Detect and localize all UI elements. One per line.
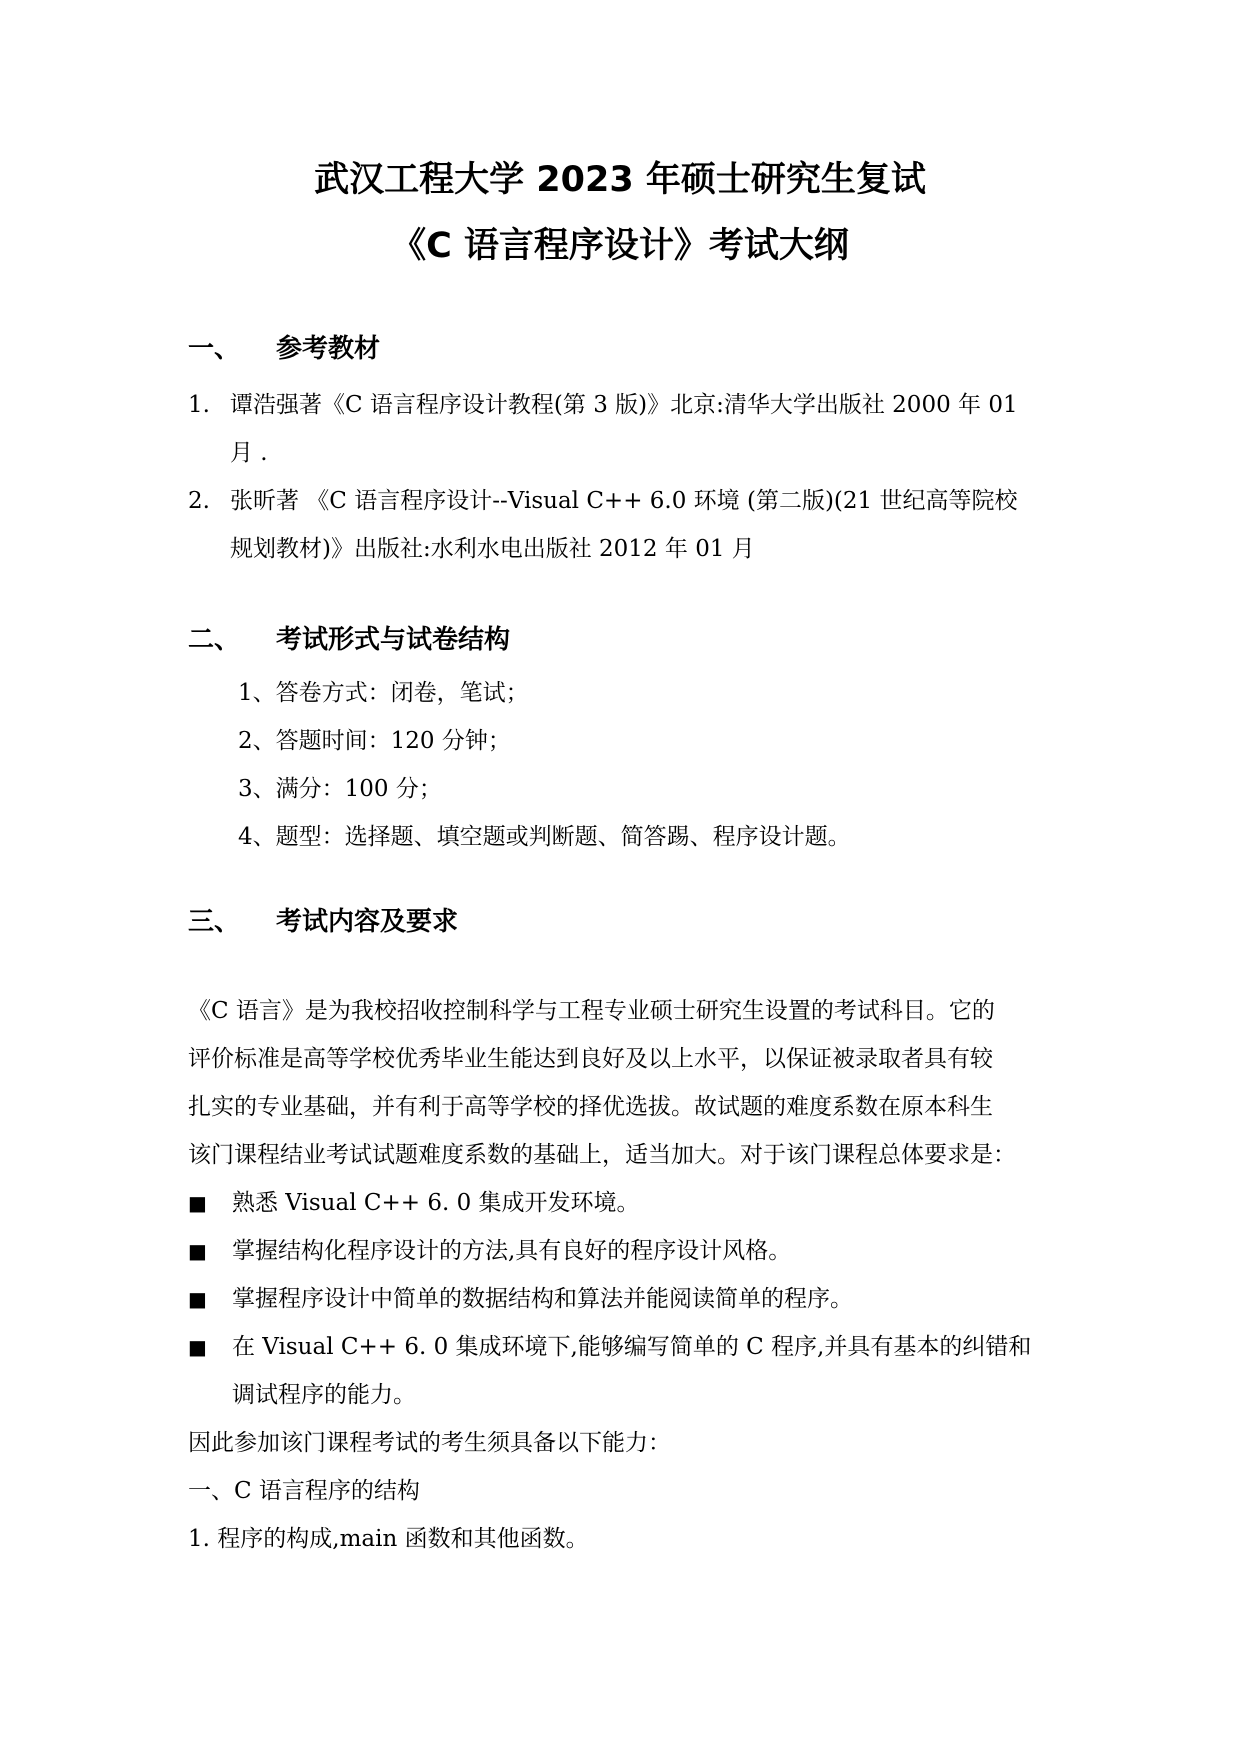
section-heading-references — [188, 333, 380, 365]
bullet-square-icon: ■ — [188, 1191, 207, 1215]
reference-number: 1. — [188, 392, 210, 418]
exam-format-item: 4、题型：选择题、填空题或判断题、简答踢、程序设计题。 — [238, 824, 851, 850]
exam-format-item: 3、满分：100 分； — [238, 776, 442, 802]
bullet-text: 在 Visual C++ 6. 0 集成环境下,能够编写简单的 C 程序,并具有基本的纠错和 — [232, 1334, 1032, 1360]
reference-item-1 — [188, 390, 1018, 420]
document-subtitle: 《C 语言程序设计》考试大纲 — [391, 226, 849, 266]
section-title: 考试形式与试卷结构 — [276, 625, 511, 655]
requirement-bullet-cont: 调试程序的能力。 — [232, 1382, 416, 1408]
reference-item-2-cont: 规划教材)》出版社:水利水电出版社 2012 年 01 月 — [230, 536, 755, 562]
requirement-bullet — [188, 1284, 853, 1314]
exam-format-item: 1、答卷方式：闭卷，笔试； — [238, 680, 529, 706]
section-heading-exam-format — [188, 624, 510, 656]
bullet-text: 掌握程序设计中简单的数据结构和算法并能阅读简单的程序。 — [232, 1286, 853, 1312]
paragraph-line: 扎实的专业基础，并有利于高等学校的择优选拔。故试题的难度系数在原本科生 — [188, 1094, 993, 1120]
section-number: 一、 — [188, 334, 241, 364]
section-title: 考试内容及要求 — [276, 907, 459, 937]
bullet-square-icon: ■ — [188, 1239, 207, 1263]
bullet-square-icon: ■ — [188, 1287, 207, 1311]
document-title: 武汉工程大学 2023 年硕士研究生复试 — [314, 160, 926, 200]
section-heading-content — [188, 906, 458, 938]
reference-number: 2. — [188, 488, 210, 514]
reference-item-1-cont: 月 . — [230, 440, 268, 466]
paragraph-line: 《C 语言》是为我校招收控制科学与工程专业硕士研究生设置的考试科目。它的 — [188, 998, 995, 1024]
reference-item-2 — [188, 486, 1017, 516]
paragraph-line: 评价标准是高等学校优秀毕业生能达到良好及以上水平，以保证被录取者具有较 — [188, 1046, 993, 1072]
paragraph-line: 1. 程序的构成,main 函数和其他函数。 — [188, 1526, 589, 1552]
requirement-bullet — [188, 1236, 791, 1266]
reference-text: 谭浩强著《C 语言程序设计教程(第 3 版)》北京:清华大学出版社 2000 年 01 — [230, 392, 1018, 418]
section-title: 参考教材 — [276, 334, 381, 364]
requirement-bullet — [188, 1188, 640, 1218]
bullet-text: 掌握结构化程序设计的方法,具有良好的程序设计风格。 — [232, 1238, 792, 1264]
reference-text: 张昕著 《C 语言程序设计--Visual C++ 6.0 环境 (第二版)(21 世纪高等院校 — [230, 488, 1018, 514]
bullet-text: 熟悉 Visual C++ 6. 0 集成开发环境。 — [232, 1190, 640, 1216]
exam-format-item: 2、答题时间：120 分钟； — [238, 728, 511, 754]
requirement-bullet — [188, 1332, 1031, 1362]
subsection-heading: 一、C 语言程序的结构 — [188, 1478, 420, 1504]
paragraph-line: 该门课程结业考试试题难度系数的基础上，适当加大。对于该门课程总体要求是： — [188, 1142, 1016, 1168]
section-number: 三、 — [188, 907, 241, 937]
section-number: 二、 — [188, 625, 241, 655]
bullet-square-icon: ■ — [188, 1335, 207, 1359]
paragraph-line: 因此参加该门课程考试的考生须具备以下能力： — [188, 1430, 671, 1456]
